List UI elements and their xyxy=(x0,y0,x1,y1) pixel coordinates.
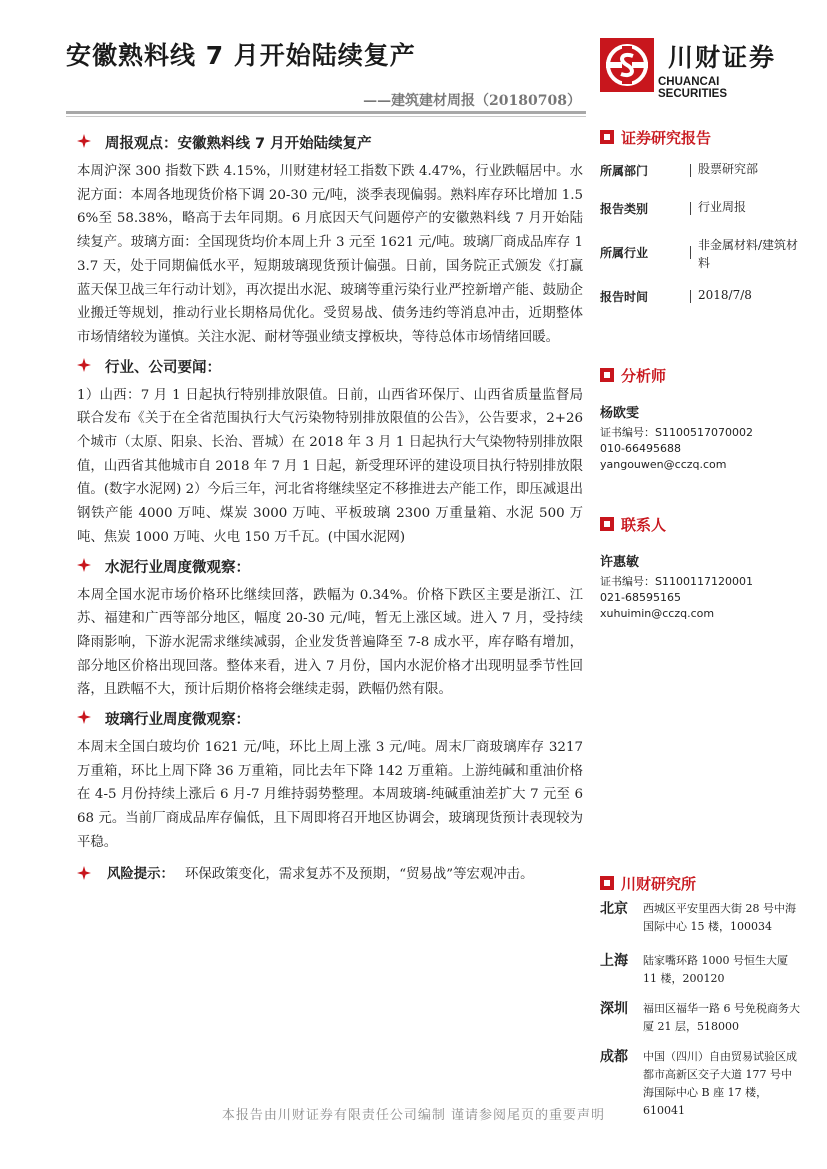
contact-heading-text: 联系人 xyxy=(621,516,667,534)
info-value: 非金属材料/建筑材料 xyxy=(698,238,799,270)
diamond-bullet-icon xyxy=(77,358,91,372)
analyst-phone: 010-66495688 xyxy=(600,442,681,455)
logo-chinese-name: 川财证券 xyxy=(668,43,777,72)
section-paragraph: 1）山西：7 月 1 日起执行特别排放限值。日前，山西省环保厅、山西省质量监督局联合发布《关于在全省范围执行大气污染物特别排放限值的公告》，公告要求，2+26 个城市（太原、阳泉、长治、晋城）在 2018 年 3 月 1 日起执行大气染物特别排放限值，山西省其他城市自 2018 年 7 月 1 日起，新受理环评的建设项目执行特别排放限值。(数字水泥网) 2）今后三年，河北省将继续坚定不移推进去产能工作，即压减退出钢铁产能 4000 万吨、煤炭 3000 万吨、平板玻璃 2300 万重量箱、水泥 500 万吨、焦炭 1000 万吨、火电 150 万千瓦。(中国水泥网) xyxy=(77,387,583,545)
section-heading-text: 玻璃行业周度微观察： xyxy=(105,712,250,729)
diamond-bullet-icon xyxy=(77,134,91,148)
logo-english-name: CHUANCAI SECURITIES xyxy=(658,76,728,100)
report-subtitle: ——建筑建材周报（20180708） xyxy=(363,93,581,109)
info-row-industry xyxy=(600,230,800,274)
office-city: 上海 xyxy=(600,953,628,969)
section-paragraph: 本周沪深 300 指数下跌 4.15%，川财建材轻工指数下跌 4.47%，行业跌幅居中。水泥方面：本周各地现货价格下调 20-30 元/吨，淡季表现偏弱。熟料库存环比增加 1.56%至 58.38%，略高于去年同期。6 月底因天气问题停产的安徽熟料线 7 月开始陆续复产。玻璃方面：全国现货均价本周上升 3 元至 1621 元/吨。玻璃厂商成品库存 13.7 天，处于同期偏低水平，短期玻璃现货预计偏强。日前，国务院正式颁发《打赢蓝天保卫战三年行动计划》，再次提出水泥、玻璃等重污染行业严控新增产能、鼓励企业搬迁等规划，推动行业长期格局优化。受贸易战、债务违约等消息冲击，近期整体市场情绪较为谨慎。关注水泥、耐材等强业绩支撑板块，等待总体市场情绪回暖。 xyxy=(77,164,583,345)
page-footer: 本报告由川财证券有限责任公司编制 谨请参阅尾页的重要声明 xyxy=(221,1108,606,1123)
analyst-name: 杨欧雯 xyxy=(600,406,640,421)
info-key: 所属部门 xyxy=(600,164,649,178)
info-separator xyxy=(690,202,691,215)
office-shenzhen xyxy=(600,1000,800,1042)
office-city: 北京 xyxy=(600,901,628,917)
info-separator xyxy=(690,290,691,303)
analyst-cert: 证书编号：S1100517070002 xyxy=(600,426,753,439)
info-value: 行业周报 xyxy=(698,200,747,214)
square-bullet-icon xyxy=(600,517,614,531)
info-key: 报告类别 xyxy=(600,202,649,216)
risk-label: 风险提示： xyxy=(107,866,174,882)
info-value: 2018/7/8 xyxy=(698,288,752,302)
office-city: 深圳 xyxy=(600,1001,628,1017)
contact-email[interactable]: xuhuimin@cczq.com xyxy=(600,607,715,620)
section-heading xyxy=(77,354,583,380)
section-heading-text: 行业、公司要闻： xyxy=(105,359,221,376)
logo-mark-icon xyxy=(600,38,654,92)
diamond-bullet-icon xyxy=(77,710,91,724)
office-address: 陆家嘴环路 1000 号恒生大厦 11 楼，200120 xyxy=(643,954,788,985)
institute-heading-text: 川财研究所 xyxy=(621,875,697,893)
info-separator xyxy=(690,164,691,177)
sidebar xyxy=(600,126,800,1128)
company-logo xyxy=(600,38,790,100)
info-row-department xyxy=(600,154,800,186)
contact-cert: 证书编号：S1100117120001 xyxy=(600,575,753,588)
analyst-heading-text: 分析师 xyxy=(621,367,667,385)
section-heading-text: 水泥行业周度微观察： xyxy=(105,559,250,576)
diamond-bullet-icon xyxy=(77,558,91,572)
report-info-heading-text: 证券研究报告 xyxy=(621,129,712,147)
report-title: 安徽熟料线 7 月开始陆续复产 xyxy=(66,41,416,70)
square-bullet-icon xyxy=(600,130,614,144)
info-value: 股票研究部 xyxy=(698,162,759,176)
office-city: 成都 xyxy=(600,1049,628,1065)
header-divider xyxy=(66,111,586,114)
section-heading-text: 周报观点：安徽熟料线 7 月开始陆续复产 xyxy=(105,136,372,152)
section-heading xyxy=(77,706,583,732)
contact-heading xyxy=(600,513,800,535)
report-info-heading xyxy=(600,126,800,148)
section-paragraph: 本周末全国白玻均价 1621 元/吨，环比上周上涨 3 元/吨。周末厂商玻璃库存 3217 万重箱，环比上周下降 36 万重箱，同比去年下降 142 万重箱。上游纯碱和重油价格在 4-5 月份持续上涨后 6 月-7 月维持弱势整理。本周玻璃-纯碱重油差扩大 7 元至 668 元。当前厂商成品库存偏低，且下周即将召开地区协调会，玻璃现货预计表现较为平稳。 xyxy=(77,740,583,850)
info-separator xyxy=(690,246,691,259)
office-address: 中国（四川）自由贸易试验区成都市高新区交子大道 177 号中海国际中心 B 座 17 楼，610041 xyxy=(643,1050,797,1117)
contact-phone: 021-68595165 xyxy=(600,591,681,604)
office-shanghai xyxy=(600,952,800,994)
section-heading xyxy=(77,130,583,156)
section-paragraph: 本周全国水泥市场价格环比继续回落，跌幅为 0.34%。价格下跌区主要是浙江、江苏、福建和广西等部分地区，幅度 20-30 元/吨，暂无上涨区域。进入 7 月，受持续降雨影响，下游水泥需求继续减弱，企业发货普遍降至 7-8 成水平，库存略有增加，部分地区价格出现回落。整体来看，进入 7 月份，国内水泥价格才出现明显季节性回落，且跌幅不大，预计后期价格将会继续走弱，跌幅仍然有限。 xyxy=(77,587,583,698)
analyst-heading xyxy=(600,364,800,386)
office-address: 福田区福华一路 6 号免税商务大厦 21 层，518000 xyxy=(643,1002,800,1033)
header-divider-thin xyxy=(66,116,586,117)
info-key: 报告时间 xyxy=(600,290,649,304)
contact-name: 许惠敏 xyxy=(600,555,640,570)
institute-heading xyxy=(600,872,800,894)
info-key: 所属行业 xyxy=(600,246,649,260)
info-row-date xyxy=(600,280,800,312)
office-address: 西城区平安里西大街 28 号中海国际中心 15 楼，100034 xyxy=(643,902,796,933)
square-bullet-icon xyxy=(600,876,614,890)
office-beijing xyxy=(600,900,800,946)
main-content xyxy=(77,126,583,885)
analyst-email[interactable]: yangouwen@cczq.com xyxy=(600,458,727,471)
info-row-category xyxy=(600,192,800,224)
section-heading xyxy=(77,554,583,580)
diamond-bullet-icon xyxy=(77,866,91,880)
risk-warning xyxy=(77,861,583,885)
risk-text: 环保政策变化，需求复苏不及预期，“贸易战”等宏观冲击。 xyxy=(185,866,534,882)
square-bullet-icon xyxy=(600,368,614,382)
